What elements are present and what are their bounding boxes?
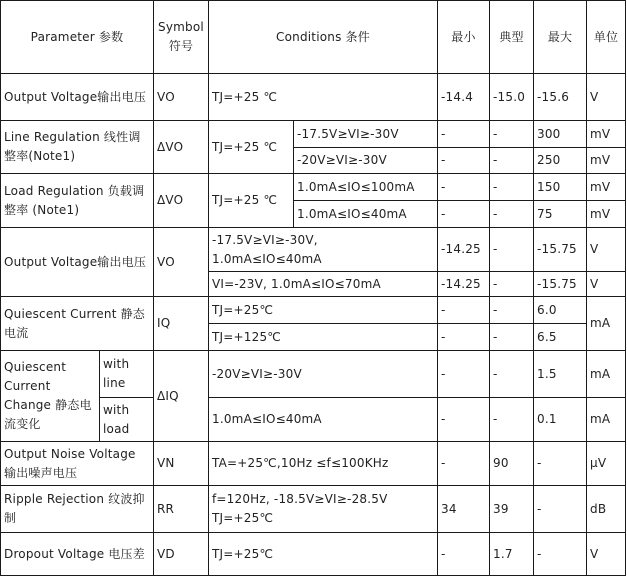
condition-cell: 1.0mA≤IO≤40mA xyxy=(209,398,438,442)
header-min: 最小 xyxy=(438,1,490,74)
condition-line: f=120Hz, -18.5V≥VI≥-28.5V xyxy=(212,492,388,506)
symbol-cell: VD xyxy=(154,533,209,576)
min-cell: - xyxy=(438,398,490,442)
symbol-cell: ΔIQ xyxy=(154,351,209,442)
min-cell: - xyxy=(438,533,490,576)
header-symbol xyxy=(154,1,209,74)
symbol-cell: VO xyxy=(154,74,209,121)
typ-cell: - xyxy=(490,228,534,272)
unit-cell: μV xyxy=(587,442,626,486)
table-row xyxy=(1,297,626,324)
min-cell: - xyxy=(438,351,490,398)
typ-cell: - xyxy=(490,398,534,442)
header-row xyxy=(1,1,626,74)
header-symbol-cn: 符号 xyxy=(168,39,194,53)
max-cell: - xyxy=(534,442,587,486)
condition-line: -17.5V≥VI≥-30V, xyxy=(212,232,318,247)
max-cell: 75 xyxy=(534,201,587,228)
typ-cell: - xyxy=(490,148,534,174)
min-cell: 34 xyxy=(438,486,490,533)
unit-cell: mV xyxy=(587,201,626,228)
min-cell: -14.4 xyxy=(438,74,490,121)
parameter-cell: Quiescent Current 静态电流 xyxy=(1,297,154,351)
unit-cell: mV xyxy=(587,121,626,148)
subcondition-cell: 1.0mA≤IO≤100mA xyxy=(294,174,438,201)
unit-cell: mV xyxy=(587,174,626,201)
min-cell: - xyxy=(438,201,490,228)
condition-cell: VI=-23V, 1.0mA≤IO≤70mA xyxy=(209,272,438,297)
table-row xyxy=(1,533,626,576)
typ-cell: - xyxy=(490,174,534,201)
min-cell: - xyxy=(438,148,490,174)
unit-cell: V xyxy=(587,74,626,121)
typ-cell: - xyxy=(490,272,534,297)
parameter-cell: Output Voltage输出电压 xyxy=(1,74,154,121)
sublabel-cell: with load xyxy=(100,398,154,442)
condition-cell: TA=+25℃,10Hz ≤f≤100KHz xyxy=(209,442,438,486)
max-cell: -15.6 xyxy=(534,74,587,121)
typ-cell: - xyxy=(490,297,534,324)
header-symbol-en: Symbol xyxy=(158,20,204,34)
condition-cell xyxy=(209,228,438,272)
table-row xyxy=(1,174,626,201)
unit-cell: mA xyxy=(587,398,626,442)
condition-cell: TJ=+25 ℃ xyxy=(209,121,294,174)
unit-cell: mV xyxy=(587,148,626,174)
max-cell: 6.5 xyxy=(534,324,587,351)
max-cell: 300 xyxy=(534,121,587,148)
typ-cell: - xyxy=(490,324,534,351)
parameter-cell: Dropout Voltage 电压差 xyxy=(1,533,154,576)
unit-cell: mA xyxy=(587,351,626,398)
header-typ: 典型 xyxy=(490,1,534,74)
min-cell: - xyxy=(438,442,490,486)
parameter-cell: Load Regulation 负载调整率 (Note1) xyxy=(1,174,154,228)
parameter-cell: Line Regulation 线性调整率(Note1) xyxy=(1,121,154,174)
symbol-cell: IQ xyxy=(154,297,209,351)
subcondition-cell: 1.0mA≤IO≤40mA xyxy=(294,201,438,228)
max-cell: 6.0 xyxy=(534,297,587,324)
min-cell: -14.25 xyxy=(438,272,490,297)
min-cell: -14.25 xyxy=(438,228,490,272)
unit-cell: V xyxy=(587,533,626,576)
condition-line: TJ=+25℃ xyxy=(212,511,274,525)
symbol-cell: VN xyxy=(154,442,209,486)
typ-cell: - xyxy=(490,201,534,228)
max-cell: -15.75 xyxy=(534,272,587,297)
header-unit: 单位 xyxy=(587,1,626,74)
subcondition-cell: -17.5V≥VI≥-30V xyxy=(294,121,438,148)
symbol-cell: RR xyxy=(154,486,209,533)
unit-cell: V xyxy=(587,228,626,272)
condition-cell: -20V≥VI≥-30V xyxy=(209,351,438,398)
typ-cell: - xyxy=(490,351,534,398)
condition-cell: TJ=+125℃ xyxy=(209,324,438,351)
unit-cell: dB xyxy=(587,486,626,533)
table-row xyxy=(1,74,626,121)
parameter-cell: Ripple Rejection 纹波抑制 xyxy=(1,486,154,533)
table-row xyxy=(1,486,626,533)
max-cell: 250 xyxy=(534,148,587,174)
typ-cell: 39 xyxy=(490,486,534,533)
table-row xyxy=(1,121,626,148)
condition-cell: TJ=+25 ℃ xyxy=(209,174,294,228)
condition-line: 1.0mA≤IO≤40mA xyxy=(212,251,322,266)
header-max: 最大 xyxy=(534,1,587,74)
min-cell: - xyxy=(438,297,490,324)
unit-cell: V xyxy=(587,272,626,297)
condition-cell: TJ=+25 ℃ xyxy=(209,74,438,121)
symbol-cell: ΔVO xyxy=(154,174,209,228)
symbol-cell: VO xyxy=(154,228,209,297)
max-cell: 150 xyxy=(534,174,587,201)
typ-cell: 90 xyxy=(490,442,534,486)
condition-cell: TJ=+25℃ xyxy=(209,533,438,576)
max-cell: 0.1 xyxy=(534,398,587,442)
symbol-cell: ΔVO xyxy=(154,121,209,174)
unit-cell: mA xyxy=(587,297,626,351)
condition-cell: TJ=+25℃ xyxy=(209,297,438,324)
min-cell: - xyxy=(438,121,490,148)
header-parameter: Parameter 参数 xyxy=(1,1,154,74)
typ-cell: - xyxy=(490,121,534,148)
table-row xyxy=(1,228,626,272)
parameter-cell: Output Voltage输出电压 xyxy=(1,228,154,297)
condition-cell xyxy=(209,486,438,533)
typ-cell: -15.0 xyxy=(490,74,534,121)
typ-cell: 1.7 xyxy=(490,533,534,576)
max-cell: -15.75 xyxy=(534,228,587,272)
table-row xyxy=(1,351,626,398)
max-cell: - xyxy=(534,533,587,576)
parameter-cell: Quiescent Current Change 静态电流变化 xyxy=(1,351,100,442)
parameter-cell: Output Noise Voltage 输出噪声电压 xyxy=(1,442,154,486)
table-row xyxy=(1,442,626,486)
sublabel-cell: with line xyxy=(100,351,154,398)
header-conditions: Conditions 条件 xyxy=(209,1,438,74)
min-cell: - xyxy=(438,324,490,351)
max-cell: 1.5 xyxy=(534,351,587,398)
subcondition-cell: -20V≥VI≥-30V xyxy=(294,148,438,174)
min-cell: - xyxy=(438,174,490,201)
max-cell: - xyxy=(534,486,587,533)
